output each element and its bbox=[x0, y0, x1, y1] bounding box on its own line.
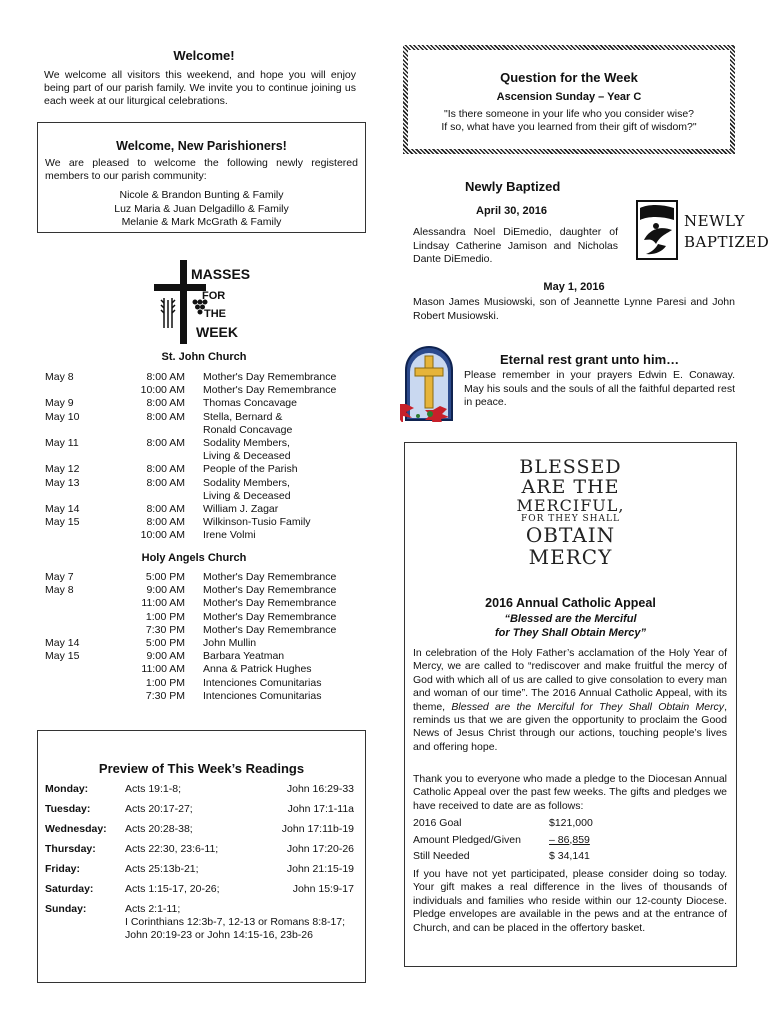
new-parishioners-list bbox=[38, 189, 365, 230]
parishioner-name: Melanie & Mark McGrath & Family bbox=[121, 216, 282, 228]
reading-row bbox=[45, 783, 354, 796]
appeal-paragraph-3: If you have not yet participated, please consider doing so today. Your gift makes a real difference in the lives of thousands of individuals and families who reside within our 12-county Diocese. Pledge envelopes are available in the pews and at the entrance of Church, and can be placed in the offertory basket. bbox=[413, 868, 727, 934]
mass-day: May 9 bbox=[45, 397, 74, 410]
reading-day: Sunday: bbox=[45, 903, 87, 915]
needed-label: Still Needed bbox=[413, 850, 470, 862]
reading-day: Tuesday: bbox=[45, 803, 91, 815]
masses-logo bbox=[150, 258, 260, 346]
question-text bbox=[408, 108, 730, 134]
mass-intention: Mother's Day Remembrance bbox=[203, 610, 337, 623]
mass-row bbox=[45, 489, 291, 503]
mass-row bbox=[45, 384, 337, 397]
appeal-totals bbox=[413, 815, 613, 865]
reading-first: Acts 20:28-38; bbox=[125, 823, 193, 835]
readings-title: Preview of This Week’s Readings bbox=[98, 761, 305, 776]
mass-intention: Thomas Concavage bbox=[203, 397, 297, 410]
reading-row bbox=[45, 843, 354, 856]
eternal-title: Eternal rest grant unto him… bbox=[500, 352, 680, 367]
reading-gospel: John 21:15-19 bbox=[286, 863, 354, 875]
sunday-readings bbox=[125, 903, 345, 942]
mass-time: 8:00 AM bbox=[146, 463, 185, 476]
appeal-paragraph-1 bbox=[413, 647, 727, 754]
reading-row bbox=[45, 883, 354, 896]
mass-row bbox=[45, 516, 311, 529]
appeal-pledged-row bbox=[413, 832, 613, 849]
mass-row bbox=[45, 623, 337, 637]
reading-gospel: John 17:1-11a bbox=[287, 803, 354, 815]
appeal-paragraph-2: Thank you to everyone who made a pledge to the Diocesan Annual Catholic Appeal over the past few weeks. The gifts and pledges we have received to date are as follows: bbox=[413, 773, 727, 812]
baptized-date1: April 30, 2016 bbox=[476, 205, 547, 217]
readings-table bbox=[45, 783, 354, 973]
mass-time: 8:00 AM bbox=[146, 397, 185, 410]
mass-row bbox=[45, 371, 337, 384]
mass-intention: Living & Deceased bbox=[203, 450, 291, 463]
question-line: If so, what have you learned from their gift of wisdom?" bbox=[441, 121, 697, 133]
holy-angels-schedule bbox=[45, 571, 337, 703]
mass-row bbox=[45, 689, 322, 703]
mass-row bbox=[45, 650, 285, 663]
mass-intention: Mother's Day Remembrance bbox=[203, 571, 337, 583]
mass-intention: Living & Deceased bbox=[203, 489, 291, 502]
mass-intention: People of the Parish bbox=[203, 463, 298, 476]
new-parishioners-intro: We are pleased to welcome the following newly registered members to our parish community: bbox=[45, 157, 358, 182]
reading-row bbox=[45, 863, 354, 876]
mass-day: May 15 bbox=[45, 650, 80, 663]
mass-intention: Mother's Day Remembrance bbox=[203, 623, 337, 636]
logo-line: ARE THE bbox=[521, 476, 620, 498]
mass-row bbox=[45, 463, 298, 476]
blessed-merciful-logo bbox=[405, 457, 736, 568]
mass-intention: John Mullin bbox=[203, 637, 257, 649]
question-box bbox=[403, 45, 735, 154]
mass-day: May 12 bbox=[45, 463, 80, 476]
mass-time: 8:00 AM bbox=[146, 437, 185, 449]
mass-time: 7:30 PM bbox=[145, 689, 185, 702]
welcome-body: We welcome all visitors this weekend, and hope you will enjoy being part of our parish family. We invite you to continue joining us each week at our liturgical celebrations. bbox=[44, 69, 356, 107]
mass-time: 11:00 AM bbox=[141, 663, 185, 676]
mass-day: May 10 bbox=[45, 410, 80, 423]
mass-time: 10:00 AM bbox=[140, 384, 185, 397]
masses-logo-line2: FOR bbox=[202, 290, 226, 302]
masses-logo-line3: THE bbox=[204, 308, 226, 320]
newly-baptized-logo-line1: NEWLY bbox=[684, 212, 745, 230]
logo-line: FOR THEY SHALL bbox=[521, 514, 620, 524]
pledged-label: Amount Pledged/Given bbox=[413, 833, 521, 846]
sunday-reading-line: John 20:19-23 or John 14:15-16, 23b-26 bbox=[125, 929, 313, 941]
appeal-needed-row bbox=[413, 848, 613, 865]
new-parishioners-box bbox=[37, 122, 366, 233]
sunday-reading-line: I Corinthians 12:3b-7, 12-13 or Romans 8:8-17; bbox=[125, 916, 346, 928]
reading-gospel: John 17:11b-19 bbox=[281, 823, 354, 835]
mass-day: May 8 bbox=[45, 584, 74, 597]
pledged-value: – 86,859 bbox=[549, 833, 590, 846]
mass-intention: Wilkinson-Tusio Family bbox=[203, 516, 311, 529]
reading-day: Thursday: bbox=[45, 843, 96, 855]
baptized-title: Newly Baptized bbox=[465, 179, 561, 194]
question-line: "Is there someone in your life who you consider wise? bbox=[443, 108, 695, 120]
mass-intention: Mother's Day Remembrance bbox=[203, 597, 337, 610]
mass-row bbox=[45, 529, 256, 542]
mass-time: 1:00 PM bbox=[145, 676, 185, 689]
mass-intention: Intenciones Comunitarias bbox=[203, 689, 322, 702]
mass-intention: Ronald Concavage bbox=[203, 423, 293, 436]
mass-time: 8:00 AM bbox=[146, 516, 185, 529]
mass-intention: Sodality Members, bbox=[203, 476, 290, 489]
mass-row bbox=[45, 663, 312, 676]
new-parishioners-title: Welcome, New Parishioners! bbox=[116, 139, 287, 153]
mass-row bbox=[45, 410, 283, 424]
appeal-theme-line: for They Shall Obtain Mercy” bbox=[495, 627, 646, 639]
mass-time: 8:00 AM bbox=[146, 503, 185, 515]
mass-time: 9:00 AM bbox=[146, 584, 185, 597]
masses-logo-line1: MASSES bbox=[191, 266, 251, 282]
mass-intention: William J. Zagar bbox=[203, 503, 279, 515]
mass-time: 11:00 AM bbox=[141, 597, 185, 610]
mass-row bbox=[45, 423, 293, 437]
mass-row bbox=[45, 637, 257, 650]
mass-row bbox=[45, 584, 337, 597]
logo-line: OBTAIN bbox=[525, 523, 616, 547]
st-john-title: St. John Church bbox=[161, 351, 247, 363]
newly-baptized-logo-line2: BAPTIZED bbox=[684, 233, 770, 251]
mass-intention: Sodality Members, bbox=[203, 437, 290, 449]
mass-day: May 8 bbox=[45, 371, 74, 383]
mass-intention: Mother's Day Remembrance bbox=[203, 584, 337, 597]
reading-gospel: John 16:29-33 bbox=[286, 783, 354, 795]
mass-row bbox=[45, 450, 291, 463]
reading-day: Saturday: bbox=[45, 883, 94, 895]
mass-time: 5:00 PM bbox=[145, 637, 185, 649]
mass-row bbox=[45, 503, 279, 516]
mass-row bbox=[45, 476, 290, 490]
mass-day: May 11 bbox=[45, 437, 79, 449]
mass-intention: Irene Volmi bbox=[203, 529, 256, 542]
mass-day: May 13 bbox=[45, 476, 80, 489]
st-john-schedule bbox=[45, 371, 337, 543]
mass-day: May 15 bbox=[45, 516, 80, 529]
mass-intention: Intenciones Comunitarias bbox=[203, 676, 322, 689]
mass-row bbox=[45, 597, 337, 610]
readings-box bbox=[37, 730, 366, 983]
reading-first: Acts 20:17-27; bbox=[125, 803, 193, 815]
mass-intention: Anna & Patrick Hughes bbox=[203, 663, 312, 676]
question-title: Question for the Week bbox=[500, 70, 638, 85]
mass-row bbox=[45, 610, 337, 624]
reading-first: Acts 22:30, 23:6-11; bbox=[125, 843, 219, 855]
mass-intention: Mother's Day Remembrance bbox=[203, 384, 337, 397]
reading-day: Wednesday: bbox=[45, 823, 107, 835]
welcome-title: Welcome! bbox=[173, 48, 235, 63]
reading-first: Acts 25:13b-21; bbox=[125, 863, 199, 875]
baptized-entry2: Mason James Musiowski, son of Jeannette Lynne Paresi and John Robert Musiowski. bbox=[413, 296, 735, 322]
baptized-entry1: Alessandra Noel DiEmedio, daughter of Lindsay Catherine Jamison and Nicholas Dante DiEmedio. bbox=[413, 226, 618, 265]
mass-time: 1:00 PM bbox=[145, 610, 185, 623]
appeal-goal-row bbox=[413, 815, 613, 832]
mass-day: May 7 bbox=[45, 571, 74, 583]
logo-line: MERCY bbox=[528, 545, 613, 569]
baptized-date2: May 1, 2016 bbox=[543, 281, 605, 293]
mass-time: 9:00 AM bbox=[146, 650, 185, 663]
reading-first: Acts 19:1-8; bbox=[125, 783, 182, 795]
holy-angels-title: Holy Angels Church bbox=[141, 552, 247, 564]
goal-value: $121,000 bbox=[549, 817, 593, 829]
reading-day: Friday: bbox=[45, 863, 81, 875]
appeal-theme bbox=[405, 612, 736, 640]
mass-row bbox=[45, 437, 290, 450]
appeal-text: , reminds us that we are given the opportunity to proclaim the Good News of Jesus Christ through our actions, touching people’s lives and offering hope. bbox=[413, 700, 727, 753]
reading-gospel: John 15:9-17 bbox=[292, 883, 354, 895]
goal-label: 2016 Goal bbox=[413, 817, 462, 829]
question-subtitle: Ascension Sunday – Year C bbox=[496, 91, 642, 103]
mass-day: May 14 bbox=[45, 503, 80, 515]
reading-gospel: John 17:20-26 bbox=[286, 843, 354, 855]
mass-row bbox=[45, 676, 322, 690]
sunday-reading-line: Acts 2:1-11; bbox=[125, 903, 181, 915]
needed-value: $ 34,141 bbox=[549, 850, 590, 862]
logo-line: MERCIFUL, bbox=[516, 496, 625, 515]
baptism-dove-icon bbox=[636, 200, 680, 262]
eternal-body: Please remember in your prayers Edwin E. Conaway. May his souls and the souls of all the faithful departed rest in peace. bbox=[464, 369, 735, 408]
parishioner-name: Nicole & Brandon Bunting & Family bbox=[119, 189, 284, 201]
reading-first: Acts 1:15-17, 20-26; bbox=[125, 883, 220, 895]
mass-day: May 14 bbox=[45, 637, 80, 649]
mass-intention: Stella, Bernard & bbox=[203, 410, 283, 423]
mass-time: 8:00 AM bbox=[146, 476, 185, 489]
masses-logo-line4: WEEK bbox=[196, 324, 238, 340]
cross-poinsettia-icon bbox=[400, 342, 458, 422]
mass-row bbox=[45, 571, 337, 584]
mass-time: 8:00 AM bbox=[146, 410, 185, 423]
mass-time: 7:30 PM bbox=[145, 623, 185, 636]
mass-row bbox=[45, 397, 297, 410]
logo-line: BLESSED bbox=[519, 456, 622, 478]
appeal-title: 2016 Annual Catholic Appeal bbox=[485, 596, 656, 610]
appeal-box bbox=[404, 442, 737, 967]
newly-baptized-logo bbox=[636, 200, 770, 262]
mass-time: 8:00 AM bbox=[146, 371, 185, 383]
appeal-theme-line: “Blessed are the Merciful bbox=[504, 613, 637, 625]
mass-intention: Barbara Yeatman bbox=[203, 650, 285, 663]
mass-time: 10:00 AM bbox=[140, 529, 185, 542]
appeal-theme-italic: Blessed are the Merciful for They Shall Obtain Mercy bbox=[451, 700, 725, 713]
appeal-text: In celebration of the Holy Father’s acclamation of the Holy Year of Mercy, we are called to “rediscover and make fruitful the mercy of God with which all of us are called to give consolation to every man and woman of our time”. The 2016 Annual Catholic Appeal, with its theme, bbox=[413, 647, 727, 713]
reading-row bbox=[45, 823, 354, 836]
parishioner-name: Luz Maria & Juan Delgadillo & Family bbox=[114, 202, 289, 215]
mass-time: 5:00 PM bbox=[145, 571, 185, 583]
mass-intention: Mother's Day Remembrance bbox=[203, 371, 337, 383]
reading-day: Monday: bbox=[45, 783, 89, 795]
reading-row bbox=[45, 803, 354, 816]
